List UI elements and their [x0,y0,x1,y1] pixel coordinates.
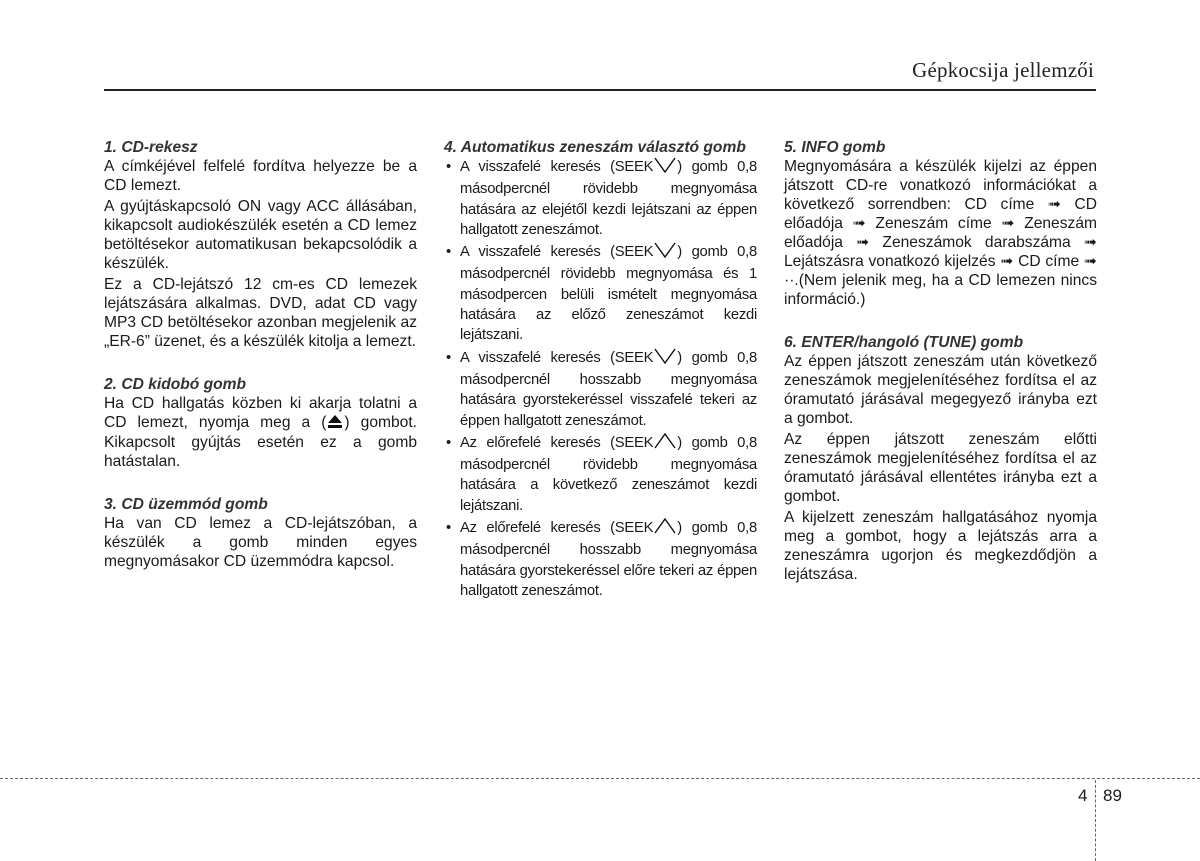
seek-down-icon [654,157,676,179]
paragraph: A kijelzett zeneszám hallgatásához nyomja meg a gombot, hogy a lejátszás arra a zeneszámra ugorjon és megkezdődjön a lejátszása. [784,509,1097,583]
text-span: Az előrefelé keresés (SEEK [460,434,654,451]
header-rule [104,89,1096,91]
page-header-title: Gépkocsija jellemzői [912,58,1094,82]
paragraph: Ha van CD lemez a CD-lejátszóban, a készülék a gomb minden egyes megnyomásakor CD üzemmódra kapcsol. [104,515,417,570]
section-title-cd-mode: 3. CD üzemmód gomb [104,496,268,513]
section-title-cd-eject: 2. CD kidobó gomb [104,376,247,393]
section-title-info: 5. INFO gomb [784,139,886,156]
footer-divider [1095,780,1096,861]
paragraph [104,394,417,471]
paragraph: Megnyomására a készülék kijelzi az éppen játszott CD-re vonatkozó információkat a következő sorrendben: CD címe ➟ CD előadója ➟ Zeneszám címe ➟ Zeneszám előadója ➟ Zeneszámok darabszáma ➟ Lejátszásra vonatkozó kijelzés ➟ CD címe ➟ ··.(Nem jelenik meg, ha a CD lemezen nincs információ.) [784,158,1097,308]
text-span: ) gomb 0,8 másodpercnél hosszabb megnyomása hatására gyorstekeréssel előre tekeri az éppen hallgatott zeneszámot. [460,520,758,599]
seek-up-icon [654,433,676,455]
column-1 [104,138,417,573]
bullet: • [446,159,451,175]
seek-down-icon [654,242,676,264]
text-span: Ha CD hallgatás közben ki akarja tolatni a CD lemezt, nyomja meg a ( [104,395,417,431]
list-item [444,518,757,601]
column-3 [784,138,1097,586]
paragraph: Az éppen játszott zeneszám után következő zeneszámok megjelenítéséhez fordítsa el az óramutató járásával megegyező irányba ezt a gombot. [784,353,1097,427]
paragraph: A címkéjével felfelé fordítva helyezze be a CD lemezt. [104,158,417,194]
text-span: A visszafelé keresés (SEEK [460,349,654,366]
list-item [444,433,757,516]
paragraph: Az éppen játszott zeneszám előtti zeneszámok megjelenítéséhez fordítsa el az óramutató járásával ellentétes irányba ezt a gombot. [784,431,1097,505]
eject-icon [328,414,342,433]
column-2 [444,138,757,603]
chapter-number: 4 [1078,786,1088,805]
bullet: • [446,520,451,537]
section-title-seek: 4. Automatikus zeneszám választó gomb [444,139,746,156]
text-span: A visszafelé keresés (SEEK [460,159,654,175]
bullet: • [446,434,451,451]
page-number: 89 [1103,786,1122,805]
text-span: Az előrefelé keresés (SEEK [460,520,654,537]
seek-down-icon [654,348,676,370]
text-span: ) gomb 0,8 másodpercnél rövidebb megnyomása és 1 másodpercen belüli ismételt megnyomása hatására az előző zeneszámot kezdi lejátszani. [460,244,758,344]
text-span: ) gomb 0,8 másodpercnél rövidebb megnyomása hatására az elejétől kezdi lejátszani az éppen hallgatott zeneszámot. [460,159,758,238]
text-span: ) gomb 0,8 másodpercnél rövidebb megnyomása hatására a következő zeneszámot kezdi lejátszani. [460,434,758,514]
seek-up-icon [654,518,676,540]
list-item [444,348,757,431]
section-title-cd-slot: 1. CD-rekesz [104,139,198,156]
text-span: ) gombot. Kikapcsolt gyújtás esetén ez a gomb hatástalan. [104,414,417,470]
list-item [444,157,757,240]
paragraph: A gyújtáskapcsoló ON vagy ACC állásában, kikapcsolt audiokészülék esetén a CD lemez betöltésekor automatikusan bekapcsolódik a készülék. [104,198,417,272]
seek-list [444,157,757,601]
bullet: • [446,349,451,366]
text-span: A visszafelé keresés (SEEK [460,244,654,261]
section-title-enter-tune: 6. ENTER/hangoló (TUNE) gomb [784,334,1024,351]
list-item [444,242,757,345]
footer-rule [0,778,1200,779]
bullet: • [446,244,451,261]
text-span: ) gomb 0,8 másodpercnél hosszabb megnyomása hatására gyorstekeréssel visszafelé tekeri az éppen hallgatott zeneszámot. [460,349,758,429]
paragraph: Ez a CD-lejátszó 12 cm-es CD lemezek lejátszására alkalmas. DVD, adat CD vagy MP3 CD betöltésekor azonban megjelenik az „ER-6” üzenet, és a készülék kitolja a lemezt. [104,276,417,350]
